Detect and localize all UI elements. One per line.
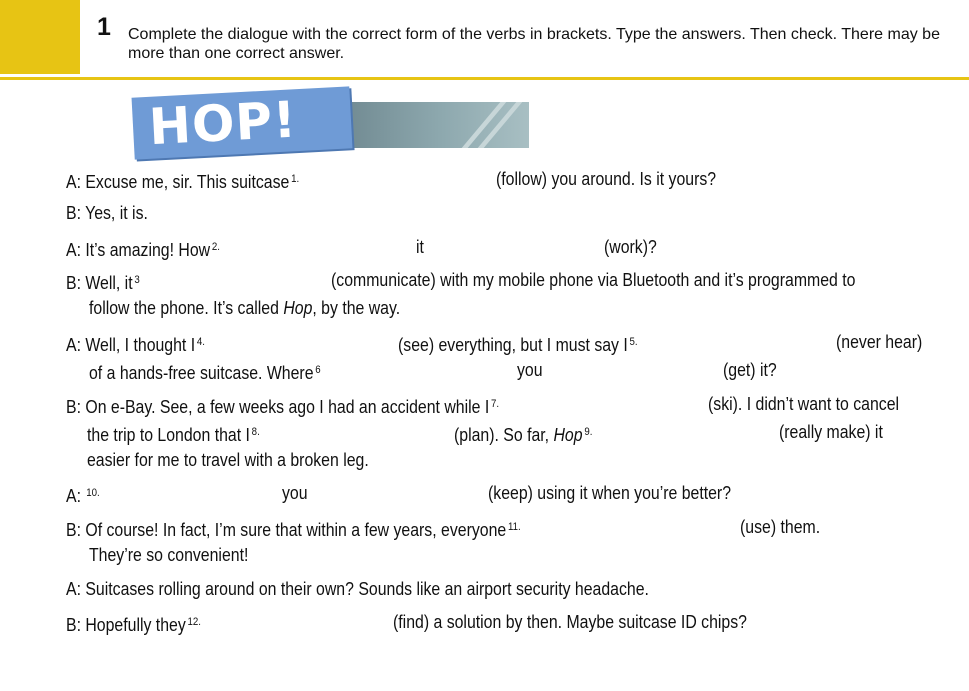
gap-number: 8. [251,426,260,438]
dialogue-text: (follow) you around. Is it yours? [496,169,717,189]
dialogue-text [66,515,521,542]
banner-title: HOP! [147,90,299,157]
dialogue-text-part: A: It’s amazing! How [66,240,211,260]
gap-number: 9. [584,426,593,438]
dialogue-text: (never hear) [836,332,923,352]
dialogue-text: They’re so convenient! [89,545,249,565]
exercise-instruction: Complete the dialogue with the correct form of the verbs in brackets. Type the answers. Then check. There may be more than one correct answer. [128,26,940,62]
gap-number: 6 [315,364,321,376]
dialogue-text [66,610,201,637]
gap-number: 12. [187,616,201,628]
banner-photo-strip [331,102,529,148]
dialogue-text: (keep) using it when you’re better? [488,483,732,503]
dialogue-text-part: B: Well, it [66,273,133,293]
gap-number: 10. [86,487,100,499]
dialogue-text [66,481,100,508]
dialogue-text-part: B: Of course! In fact, I’m sure that within a few years, everyone [66,520,507,540]
dialogue-text [66,268,140,295]
dialogue-text-part: of a hands-free suitcase. Where [89,363,314,383]
dialogue-text-part: A: Excuse me, sir. This suitcase [66,172,290,192]
dialogue-text-part: A: Well, I thought I [66,335,196,355]
dialogue-text-part: (see) everything, but I must say I [398,335,628,355]
gap-number: 3 [134,274,140,286]
gap-number: 4. [196,336,205,348]
dialogue-text: you [282,483,308,503]
dialogue-text: it [416,237,424,257]
dialogue-text: you [517,360,543,380]
gap-number: 2. [211,241,220,253]
dialogue-text [87,420,260,447]
dialogue-text [66,392,499,419]
exercise-header [0,0,969,80]
dialogue-text: (get) it? [723,360,777,380]
gap-number: 5. [629,336,638,348]
dialogue-italic: Hop [283,298,313,318]
exercise-number: 1 [97,13,111,41]
dialogue-text [398,330,638,357]
dialogue-text-part: B: On e-Bay. See, a few weeks ago I had an accident while I [66,397,490,417]
dialogue-text [454,420,592,447]
dialogue-text-part: the trip to London that I [87,425,250,445]
dialogue-text [66,330,205,357]
dialogue-text [89,358,321,385]
dialogue-text: (ski). I didn’t want to cancel [708,394,900,414]
dialogue-text: (find) a solution by then. Maybe suitcase ID chips? [393,612,747,632]
gap-number: 11. [507,521,521,533]
gap-number: 7. [490,398,500,410]
dialogue-text: (really make) it [779,422,883,442]
dialogue-text: (communicate) with my mobile phone via Bluetooth and it’s programmed to [331,270,856,290]
hop-banner [131,88,531,162]
dialogue-text-part: follow the phone. It’s called [89,298,284,318]
gap-number: 1. [291,173,300,185]
dialogue-text [89,296,400,320]
dialogue-text-part: B: Hopefully they [66,615,186,635]
dialogue-text-part: A: [66,486,81,506]
dialogue-text: (use) them. [740,517,821,537]
dialogue-text: A: Suitcases rolling around on their own? Sounds like an airport security headache. [66,579,649,599]
header-accent-block [0,0,80,74]
dialogue-text: easier for me to travel with a broken leg. [87,450,369,470]
dialogue-text-part: , by the way. [312,298,401,318]
header-rule [0,77,969,80]
dialogue-text: B: Yes, it is. [66,203,148,223]
dialogue-italic: Hop [553,425,583,445]
dialogue-text: (work)? [604,237,657,257]
dialogue-text-part: (plan). So far, [454,425,554,445]
dialogue-text [66,167,299,194]
dialogue-text [66,235,220,262]
